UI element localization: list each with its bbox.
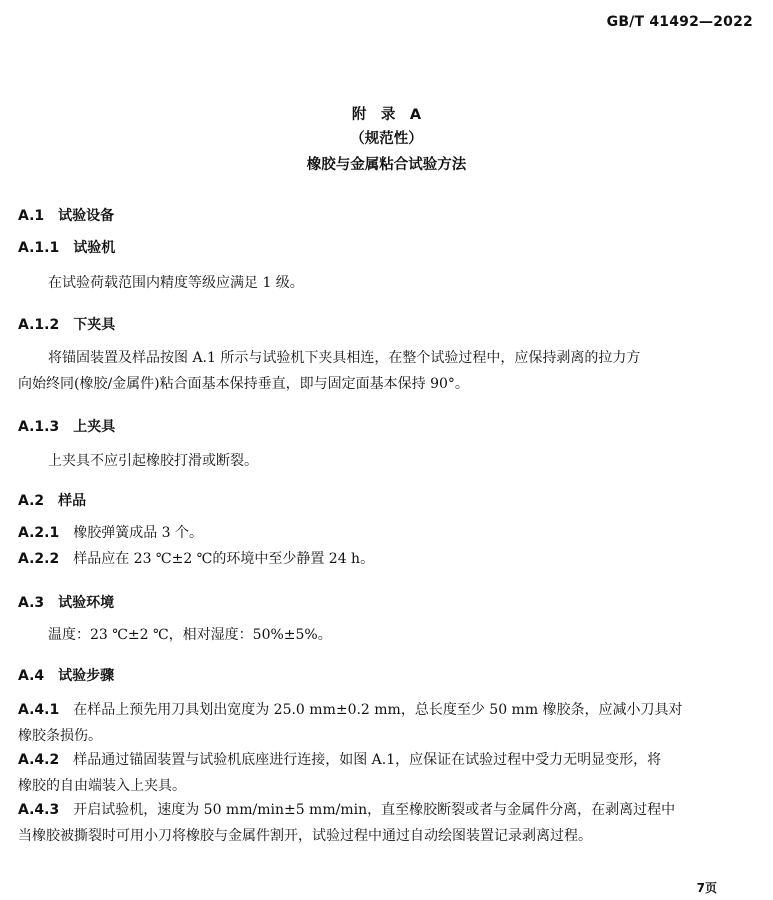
page-number: 7页: [696, 881, 717, 895]
paragraph-a4-2: [18, 747, 754, 799]
section-title: 试验设备: [58, 208, 115, 224]
section-title: 试验机: [73, 240, 116, 256]
document-number: GB/T 41492—2022: [606, 14, 753, 30]
section-number: A.1: [18, 208, 45, 224]
paragraph-a3: 温度：23 ℃±2 ℃，相对湿度：50%±5%。: [48, 627, 332, 643]
paragraph-line: [18, 747, 754, 773]
section-number: A.1.2: [18, 317, 60, 333]
paragraph-line: 将锚固装置及样品按图 A.1 所示与试验机下夹具相连，在整个试验过程中，应保持剥离的拉力方: [48, 350, 641, 366]
paragraph-a2-1: [18, 520, 754, 546]
paragraph-a1-1: 在试验荷载范围内精度等级应满足 1 级。: [48, 275, 304, 291]
section-heading-a4: [18, 665, 114, 685]
section-heading-a1: [18, 205, 114, 225]
paragraph-line: [18, 697, 754, 723]
section-number: A.4: [18, 668, 45, 684]
section-number: A.1.1: [18, 240, 60, 256]
paragraph-line: 橡胶条损伤。: [18, 728, 102, 744]
section-number: A.3: [18, 595, 45, 611]
clause-number: A.2.1: [18, 525, 60, 541]
paragraph-a1-3: 上夹具不应引起橡胶打滑或断裂。: [48, 453, 258, 469]
paragraph-line: 橡胶的自由端装入上夹具。: [18, 778, 186, 794]
section-title: 上夹具: [73, 419, 116, 435]
section-title: 试验环境: [58, 595, 115, 611]
section-heading-a1-2: [18, 314, 115, 334]
clause-text: 样品通过锚固装置与试验机底座进行连接，如图 A.1，应保证在试验过程中受力无明显变形，将: [73, 752, 662, 768]
section-heading-a2: [18, 490, 86, 510]
section-number: A.1.3: [18, 419, 60, 435]
section-heading-a1-1: [18, 237, 115, 257]
clause-number: A.4.2: [18, 752, 60, 768]
annex-label: 附 录 A: [351, 107, 422, 123]
section-number: A.2: [18, 493, 45, 509]
annex-type: （规范性）: [350, 131, 423, 147]
paragraph-line: [18, 797, 754, 823]
section-heading-a1-3: [18, 416, 115, 436]
section-title: 下夹具: [73, 317, 116, 333]
annex-title: 橡胶与金属粘合试验方法: [306, 157, 467, 173]
clause-text: 橡胶弹簧成品 3 个。: [73, 525, 204, 541]
clause-text: 样品应在 23 ℃±2 ℃的环境中至少静置 24 h。: [73, 551, 375, 567]
section-heading-a3: [18, 592, 114, 612]
clause-text: 开启试验机，速度为 50 mm/min±5 mm/min，直至橡胶断裂或者与金属件分离，在剥离过程中: [73, 802, 676, 818]
clause-text: 在样品上预先用刀具划出宽度为 25.0 mm±0.2 mm，总长度至少 50 mm 橡胶条，应减小刀具对: [73, 702, 683, 718]
section-title: 样品: [58, 493, 87, 509]
clause-number: A.4.1: [18, 702, 60, 718]
paragraph-line: 当橡胶被撕裂时可用小刀将橡胶与金属件割开，试验过程中通过自动绘图装置记录剥离过程。: [18, 828, 592, 844]
section-title: 试验步骤: [58, 668, 115, 684]
paragraph-line: 向始终同(橡胶/金属件)粘合面基本保持垂直，即与固定面基本保持 90°。: [18, 376, 469, 392]
paragraph-a4-1: [18, 697, 754, 749]
clause-number: A.4.3: [18, 802, 60, 818]
clause-number: A.2.2: [18, 551, 60, 567]
paragraph-a1-2: [18, 345, 754, 397]
paragraph-a4-3: [18, 797, 754, 849]
paragraph-a2-2: [18, 546, 754, 572]
